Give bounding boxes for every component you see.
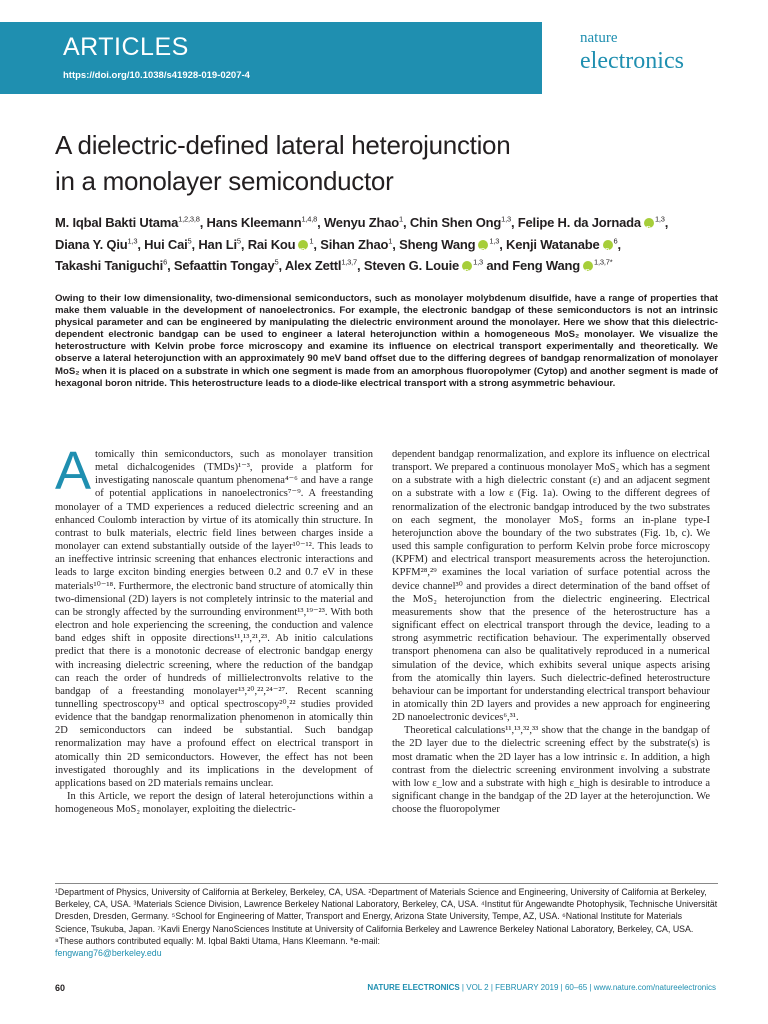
author-separator: ,	[499, 236, 507, 252]
page-number: 60	[55, 983, 66, 993]
author-name: Sihan Zhao	[320, 236, 389, 252]
author-list	[55, 212, 725, 277]
orcid-icon[interactable]	[462, 261, 472, 271]
author-separator: ,	[167, 258, 174, 273]
author-affiliation: 1,3	[501, 214, 511, 224]
author-name: Wenyu Zhao	[323, 215, 400, 230]
article-title-line2: in a monolayer semiconductor	[55, 166, 394, 196]
author-affiliation: 6	[163, 257, 168, 267]
author-affiliation: 1,3,7	[341, 257, 358, 267]
author-separator: ,	[240, 236, 248, 252]
author-name: Hui Cai	[144, 236, 188, 252]
author-line	[55, 234, 725, 256]
author-affiliation: 1,2,3,8	[178, 214, 200, 224]
journal-footer	[367, 983, 716, 992]
author-affiliation: 6	[613, 236, 618, 246]
journal-logo	[556, 26, 716, 86]
abstract	[55, 293, 718, 390]
article-type-label: ARTICLES	[63, 33, 189, 61]
author-separator: ,	[313, 236, 321, 252]
author-separator: ,	[278, 258, 285, 273]
author-separator: ,	[357, 258, 364, 273]
journal-logo-line1: nature	[580, 30, 618, 46]
author-name: M. Iqbal Bakti Utama	[55, 215, 179, 230]
author-affiliation: 1,3	[473, 257, 483, 267]
author-name: Sefaattin Tongay	[173, 258, 275, 273]
author-separator: ,	[317, 215, 324, 230]
author-name: Feng Wang	[512, 258, 581, 273]
orcid-icon[interactable]	[603, 240, 613, 250]
body-column-left	[55, 441, 373, 816]
author-affiliation: 1,3,7*	[594, 257, 613, 267]
author-name: Felipe H. da Jornada	[517, 215, 641, 230]
author-separator: ,	[392, 236, 400, 252]
author-name: Kenji Watanabe	[506, 236, 600, 252]
author-separator: ,	[617, 236, 621, 252]
author-separator: ,	[137, 236, 145, 252]
body-paragraph: dependent bandgap renormalization, and explore its influence on electrical transport. We prepared a continuous monolayer MoS₂ which has a segment on a substrate with a high dielectric constant (ε) and an adjacent segment on a substrate with a low ε (Fig. 1a). Owing to the different degrees of renormalization of the electronic bandgap introduced by the two substrates on each segment, the monolayer MoS₂ forms an in-plane type-I heterojunction above the boundary of the two substrates (Fig. 1b, c). We used this sample configuration to perform Kelvin probe force microscopy (KPFM) and electrical transport measurements across the heterojunction. KPFM²⁸,²⁹ examines the local variation of surface potential across the device channel³⁰ and provides a direct determination of the band offset of the MoS₂ heterojunction from the dielectric engineering. Electrical measurements show that the presence of the heterostructure has a significant effect on electrical transport through the device, leading to a strong asymmetric rectification behaviour. The experimentally observed transport phenomena can also be qualitatively reproduced in a numerical simulation of the device, which exhibits several unique aspects arising from the atomically thin layers. Such dielectric-defined heterostructure behaviour can be important for understanding electrical transport behaviour in atomically thin 2D layers and provides a new approach for engineering 2D nanoelectronic devices⁶,³¹.	[392, 449, 710, 724]
footer-details[interactable]: | VOL 2 | FEBRUARY 2019 | 60–65 | www.nature.com/natureelectronics	[459, 983, 716, 992]
author-affiliation: 1	[388, 236, 393, 246]
author-name: Sheng Wang	[399, 236, 476, 252]
affiliations-footnote	[55, 886, 718, 959]
author-separator: ,	[664, 215, 669, 230]
footer-journal-name: NATURE ELECTRONICS	[367, 983, 460, 992]
author-separator: ,	[403, 215, 410, 230]
article-type-banner	[0, 22, 542, 94]
affiliations-text: ¹Department of Physics, University of California at Berkeley, Berkeley, CA, USA. ²Department of Materials Science and Engineering, University of California at Berkeley, Berkeley, CA, USA. ³Materials Science Division, Lawrence Berkeley National Laboratory, Berkeley, CA, USA. ⁴Institut für Angewandte Photophysik, Technische Universität Dresden, Dresden, Germany. ⁵School for Engineering of Matter, Transport and Energy, Arizona State University, Tempe, AZ, USA. ⁶National Institute for Materials Science, Tsukuba, Japan. ⁷Kavli Energy NanoSciences Institute at University of California Berkeley and Lawrence Berkeley National Laboratory, Berkeley, CA, USA. ⁸These authors contributed equally: M. Iqbal Bakti Utama, Hans Kleemann. *e-mail:	[55, 887, 718, 946]
author-name: Rai Kou	[247, 236, 296, 252]
author-separator: and	[482, 258, 513, 273]
author-line	[55, 212, 725, 234]
body-column-right	[392, 448, 710, 816]
author-affiliation: 1,4,8	[301, 214, 318, 224]
author-line	[55, 255, 725, 277]
author-name: Takashi Taniguchi	[55, 258, 164, 273]
orcid-icon[interactable]	[478, 240, 488, 250]
doi-link[interactable]: https://doi.org/10.1038/s41928-019-0207-4	[63, 70, 250, 81]
author-affiliation: 1	[399, 214, 403, 224]
author-name: Han Li	[198, 236, 237, 252]
author-separator: ,	[510, 215, 518, 230]
author-affiliation: 1,3	[127, 236, 138, 246]
author-name: Chin Shen Ong	[409, 215, 502, 230]
author-affiliation: 5	[236, 236, 241, 246]
author-name: Alex Zettl	[284, 258, 342, 273]
author-affiliation: 1	[309, 236, 314, 246]
body-paragraph	[55, 441, 373, 790]
author-affiliation: 1,3	[654, 214, 665, 224]
author-affiliation: 5	[274, 257, 279, 267]
author-name: Steven G. Louie	[363, 258, 460, 273]
article-title	[55, 127, 715, 199]
body-paragraph: Theoretical calculations¹¹,¹³,³²,³³ show that the change in the bandgap of the 2D layer due to the dielectric screening effect by the substrate(s) is most dramatic when the 2D layer has a low intrinsic ε. In addition, a high contrast from the dielectric screening environment involving a substrate with low ε_low and a substrate with high ε_high is desirable to introduce a significant change in the bandgap of the 2D layer at the heterojunction. We choose the fluoropolymer	[392, 725, 710, 816]
journal-logo-line2: electronics	[580, 48, 684, 74]
author-separator: ,	[191, 236, 199, 252]
author-separator: ,	[199, 215, 207, 230]
article-title-line1: A dielectric-defined lateral heterojunction	[55, 130, 511, 160]
body-paragraph-text: tomically thin semiconductors, such as monolayer transition metal dichalcogenides (TMDs)¹⁻³, provide a platform for investigating nanoscale quantum phenomena⁴⁻⁶ and have a range of potential applications in nanoelectronics⁷⁻⁹. A freestanding monolayer of a TMD experiences a reduced dielectric screening and an enhanced Coulomb interaction by virtue of its atomically thin structure. In contrast to bulk materials, electric field lines between charges inside a monolayer can extend substantially outside of the layer¹⁰⁻¹². This leads to an ineffective intrinsic screening that enhances electronic interactions and leads to large exciton binding energies between 0.2 and 0.7 eV in these materials¹⁰⁻¹⁸. Furthermore, the electronic band structure of atomically thin two-dimensional (2D) layers is not completely intrinsic to the material and can be strongly affected by the surrounding environment¹³,¹⁹⁻²³. With both electron and hole experiencing the screening, the conduction and valence band edges shift in opposite directions¹¹,¹³,²¹,²³. Ab initio calculations predict that there is a monotonic decrease of electronic bandgap energy with increasing dielectric screening, where the reduction of the bandgap can reach the order of hundreds of millielectronvolts relative to the bandgap of a freestanding monolayer¹³,²⁰,²²,²⁴⁻²⁷. Recent scanning tunnelling spectroscopy¹³ and optical spectroscopy²⁰,²² studies provided evidence that the bandgap renormalization phenomenon in atomically thin 2D semiconductors can indeed be substantial. Such bandgap renormalization may have a profound effect on electrical transport in atomically thin 2D semiconductors. However, the effect has not been investigated thoroughly and its implications in the development of applications based on 2D materials remains unclear.	[55, 449, 373, 789]
orcid-icon[interactable]	[644, 218, 654, 228]
author-affiliation: 1,3	[489, 236, 500, 246]
author-affiliation: 5	[187, 236, 192, 246]
author-name: Hans Kleemann	[206, 215, 302, 230]
drop-cap: A	[55, 441, 92, 501]
footnote-divider	[55, 883, 718, 884]
body-paragraph: In this Article, we report the design of lateral heterojunctions within a homogeneous MoS₂ monolayer, exploiting the dielectric-	[55, 791, 373, 816]
corresponding-email-link[interactable]: fengwang76@berkeley.edu	[55, 948, 162, 959]
author-name: Diana Y. Qiu	[55, 236, 128, 252]
orcid-icon[interactable]	[298, 240, 308, 250]
abstract-text: Owing to their low dimensionality, two-dimensional semiconductors, such as monolayer molybdenum disulfide, have a range of properties that make them valuable in the development of nanoelectronics. For example, the electronic bandgap of these semiconductors is not an intrinsic physical parameter and can be engineered by manipulating the dielectric environment around the monolayer. Here we show that this dielectric-dependent electronic bandgap can be used to engineer a lateral heterojunction within a homogeneous MoS₂ monolayer. We visualize the heterostructure with Kelvin probe force microscopy and examine its influence on electrical transport experimentally and theoretically. We observe a lateral heterojunction with an approximately 90 meV band offset due to the differing degrees of bandgap renormalization of monolayer MoS₂ when it is placed on a substrate in which one segment is made from an amorphous fluoropolymer (Cytop) and another segment is made of hexagonal boron nitride. This heterostructure leads to a diode-like electrical transport with a strong asymmetric behaviour.	[55, 293, 718, 389]
orcid-icon[interactable]	[583, 261, 593, 271]
